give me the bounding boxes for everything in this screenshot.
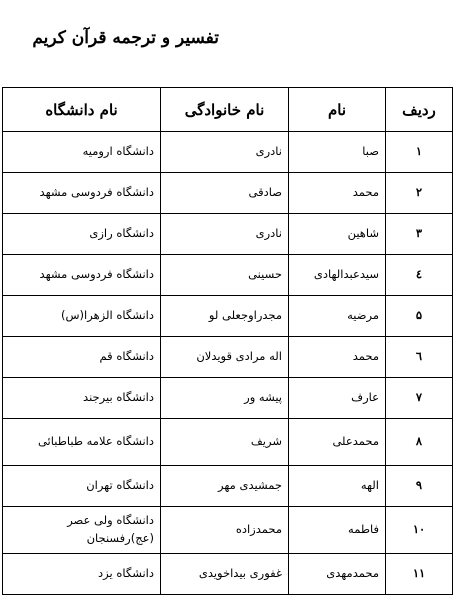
row-index: ٤: [386, 255, 453, 296]
row-index: ٦: [386, 337, 453, 378]
row-index: ۳: [386, 214, 453, 255]
row-university: دانشگاه تهران: [3, 466, 161, 507]
row-last-name: نادری: [161, 214, 289, 255]
row-last-name: غفوری بیداخویدی: [161, 554, 289, 595]
row-first-name: الهه: [289, 466, 386, 507]
table-row: [3, 255, 453, 296]
header-university: نام دانشگاه: [3, 88, 161, 132]
table-row: [3, 378, 453, 419]
row-last-name: صادقی: [161, 173, 289, 214]
row-first-name: محمدعلی: [289, 419, 386, 466]
page-title: تفسیر و ترجمه قرآن کریم: [32, 28, 219, 48]
participants-table: [2, 87, 453, 595]
table-row: [3, 337, 453, 378]
row-index: ۱: [386, 132, 453, 173]
table-row: [3, 132, 453, 173]
row-index: ۵: [386, 296, 453, 337]
table-row: [3, 554, 453, 595]
row-first-name: سیدعبدالهادی: [289, 255, 386, 296]
row-university: دانشگاه یزد: [3, 554, 161, 595]
table-row: [3, 466, 453, 507]
row-last-name: جمشیدی مهر: [161, 466, 289, 507]
row-last-name: محمدزاده: [161, 507, 289, 554]
row-university: دانشگاه بیرجند: [3, 378, 161, 419]
row-university: دانشگاه علامه طباطبائی: [3, 419, 161, 466]
table-header-row: [3, 88, 453, 132]
row-first-name: محمد: [289, 337, 386, 378]
row-last-name: حسینی: [161, 255, 289, 296]
row-university: دانشگاه قم: [3, 337, 161, 378]
header-index: ردیف: [386, 88, 453, 132]
row-university: دانشگاه فردوسی مشهد: [3, 255, 161, 296]
row-first-name: فاطمه: [289, 507, 386, 554]
table-row: [3, 214, 453, 255]
table-row: [3, 296, 453, 337]
row-first-name: محمد: [289, 173, 386, 214]
table-row: [3, 419, 453, 466]
row-last-name: اله مرادی قویدلان: [161, 337, 289, 378]
row-first-name: مرضیه: [289, 296, 386, 337]
row-university: دانشگاه رازی: [3, 214, 161, 255]
row-index: ۷: [386, 378, 453, 419]
row-last-name: شریف: [161, 419, 289, 466]
row-first-name: محمدمهدی: [289, 554, 386, 595]
table-row: [3, 173, 453, 214]
row-index: ۲: [386, 173, 453, 214]
header-last-name: نام خانوادگی: [161, 88, 289, 132]
row-university: دانشگاه ارومیه: [3, 132, 161, 173]
row-index: ۸: [386, 419, 453, 466]
header-first-name: نام: [289, 88, 386, 132]
row-last-name: پیشه ور: [161, 378, 289, 419]
row-first-name: عارف: [289, 378, 386, 419]
row-index: ۹: [386, 466, 453, 507]
row-university: دانشگاه ولی عصر (عج)رفسنجان: [3, 507, 161, 554]
row-index: ۱۰: [386, 507, 453, 554]
row-last-name: مجدراوجعلی لو: [161, 296, 289, 337]
row-first-name: صبا: [289, 132, 386, 173]
row-index: ۱۱: [386, 554, 453, 595]
row-university: دانشگاه الزهرا(س): [3, 296, 161, 337]
row-last-name: نادری: [161, 132, 289, 173]
table-row: [3, 507, 453, 554]
row-first-name: شاهین: [289, 214, 386, 255]
row-university: دانشگاه فردوسی مشهد: [3, 173, 161, 214]
